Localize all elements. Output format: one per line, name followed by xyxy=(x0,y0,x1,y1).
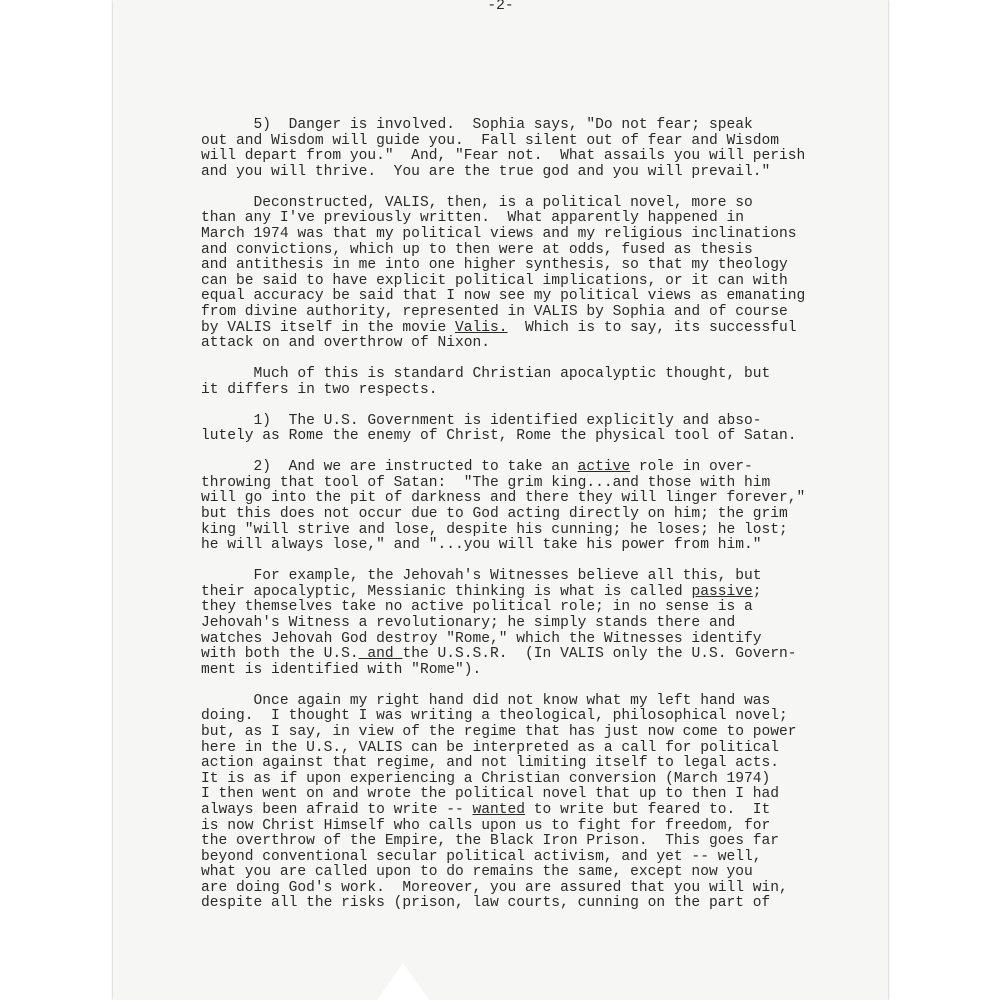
paragraph xyxy=(201,367,805,398)
text-line: ment is identified with "Rome"). xyxy=(201,661,482,678)
text-line: Much of this is standard Christian apocalyptic thought, but xyxy=(201,366,771,383)
text-line: their apocalyptic, Messianic thinking is what is called passive; xyxy=(201,583,762,600)
text-line: by VALIS itself in the movie Valis. Which is to say, its successful xyxy=(201,319,797,336)
paragraph-gap xyxy=(201,398,805,413)
typed-text-body xyxy=(201,118,805,912)
text-line: and convictions, which up to then were at odds, fused as thesis xyxy=(201,241,753,258)
paragraph-gap xyxy=(201,678,805,693)
paragraph xyxy=(201,118,805,180)
text-line: here in the U.S., VALIS can be interpreted as a call for political xyxy=(201,739,780,756)
text-line: beyond conventional secular political activism, and yet -- well, xyxy=(201,848,762,865)
text-line: they themselves take no active political role; in no sense is a xyxy=(201,599,753,616)
text-line: I then went on and wrote the political novel that up to then I had xyxy=(201,786,780,803)
underlined-word: active xyxy=(577,459,631,476)
text-line: despite all the risks (prison, law courts, cunning on the part of xyxy=(201,895,771,912)
text-line: throwing that tool of Satan: "The grim king...and those with him xyxy=(201,474,771,491)
text-line: March 1974 was that my political views and my religious inclinations xyxy=(201,225,797,242)
paragraph-gap xyxy=(201,554,805,569)
paragraph-gap xyxy=(201,445,805,460)
text-line: from divine authority, represented in VALIS by Sophia and of course xyxy=(201,303,788,320)
paragraph xyxy=(201,414,805,445)
underlined-word: passive xyxy=(691,583,753,600)
text-line: what you are called upon to do remains the same, except now you xyxy=(201,864,753,881)
paragraph-gap xyxy=(201,352,805,367)
paragraph xyxy=(201,569,805,678)
text-line: and you will thrive. You are the true god and you will prevail." xyxy=(201,163,771,180)
paragraph xyxy=(201,196,805,352)
underlined-word: wanted xyxy=(472,801,526,818)
text-line: are doing God's work. Moreover, you are assured that you will win, xyxy=(201,879,788,896)
underlined-word: and xyxy=(358,646,403,663)
text-line: action against that regime, and not limiting itself to legal acts. xyxy=(201,755,780,772)
text-line: 1) The U.S. Government is identified explicitly and abso- xyxy=(201,412,762,429)
paragraph xyxy=(201,460,805,554)
text-line: with both the U.S. and the U.S.S.R. (In VALIS only the U.S. Govern- xyxy=(201,646,797,663)
text-line: he will always lose," and "...you will take his power from him." xyxy=(201,537,762,554)
text-line: 5) Danger is involved. Sophia says, "Do not fear; speak xyxy=(201,117,753,133)
text-line: than any I've previously written. What apparently happened in xyxy=(201,210,744,227)
text-line: is now Christ Himself who calls upon us to fight for freedom, for xyxy=(201,817,771,834)
text-line: attack on and overthrow of Nixon. xyxy=(201,335,491,352)
text-line: equal accuracy be said that I now see my political views as emanating xyxy=(201,288,806,305)
text-line: Once again my right hand did not know what my left hand was xyxy=(201,692,771,709)
typed-page xyxy=(113,0,888,1000)
text-line: doing. I thought I was writing a theological, philosophical novel; xyxy=(201,708,788,725)
page-number: -2- xyxy=(487,0,514,14)
text-line: watches Jehovah God destroy "Rome," which the Witnesses identify xyxy=(201,630,762,647)
paragraph-gap xyxy=(201,180,805,195)
text-line: always been afraid to write -- wanted to write but feared to. It xyxy=(201,801,771,818)
text-line: will depart from you." And, "Fear not. What assails you will perish xyxy=(201,148,806,165)
text-line: lutely as Rome the enemy of Christ, Rome the physical tool of Satan. xyxy=(201,428,797,445)
text-line: out and Wisdom will guide you. Fall silent out of fear and Wisdom xyxy=(201,132,780,149)
text-line: can be said to have explicit political implications, or it can with xyxy=(201,272,788,289)
text-line: but this does not occur due to God acting directly on him; the grim xyxy=(201,506,788,523)
paragraph xyxy=(201,694,805,912)
text-line: it differs in two respects. xyxy=(201,381,438,398)
text-line: will go into the pit of darkness and there they will linger forever," xyxy=(201,490,806,507)
text-line: It is as if upon experiencing a Christian conversion (March 1974) xyxy=(201,770,771,787)
text-line: and antithesis in me into one higher synthesis, so that my theology xyxy=(201,257,788,274)
text-line: but, as I say, in view of the regime that has just now come to power xyxy=(201,723,797,740)
text-line: For example, the Jehovah's Witnesses believe all this, but xyxy=(201,568,762,585)
text-line: 2) And we are instructed to take an active role in over- xyxy=(201,459,753,476)
underlined-word: Valis. xyxy=(454,319,508,336)
text-line: the overthrow of the Empire, the Black Iron Prison. This goes far xyxy=(201,833,780,850)
text-line: king "will strive and lose, despite his cunning; he loses; he lost; xyxy=(201,521,788,538)
torn-corner xyxy=(377,963,429,1000)
text-line: Deconstructed, VALIS, then, is a political novel, more so xyxy=(201,194,753,211)
text-line: Jehovah's Witness a revolutionary; he simply stands there and xyxy=(201,614,736,631)
